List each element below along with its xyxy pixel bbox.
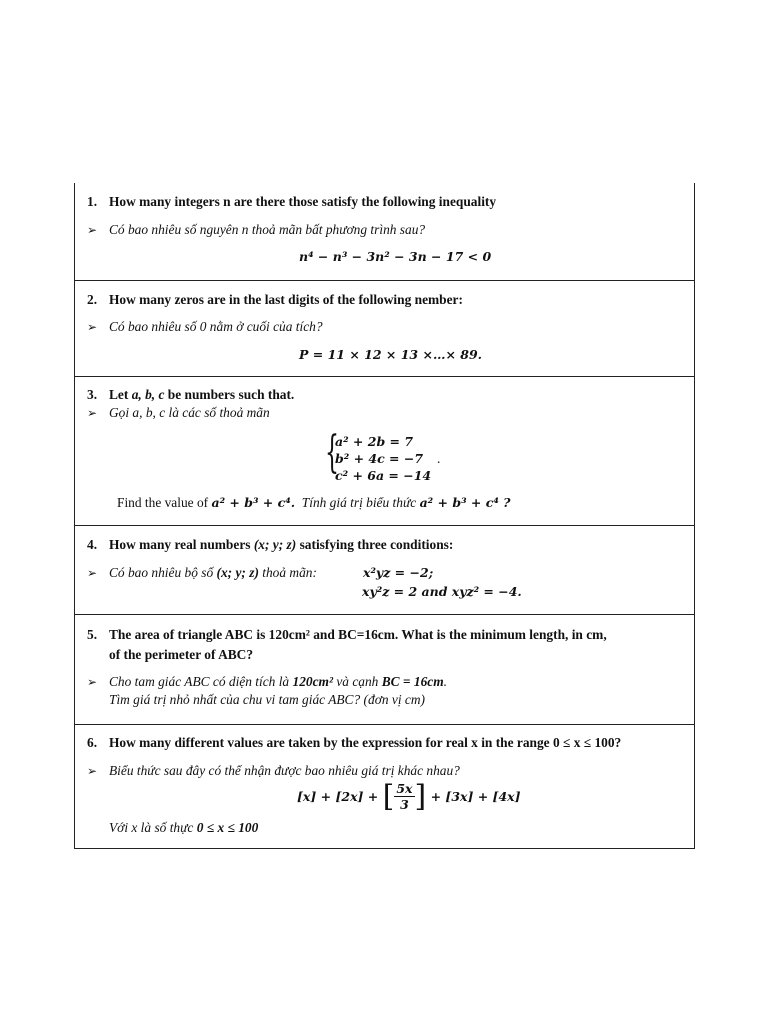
vi-line1-e: . [443, 674, 448, 689]
problem-6-english: How many different values are taken by the expression for real x in the range 0 ≤ x ≤ 100? [109, 735, 622, 750]
system-equation-3: c² + 6a = −14 [335, 468, 432, 483]
system-equation-1: a² + 2b = 7 [335, 434, 414, 449]
problem-2-vi-text: Có bao nhiêu số 0 nằm ở cuối của tích? [109, 319, 323, 334]
problem-3-number: 3. [87, 387, 98, 402]
problem-6-footer [109, 819, 258, 837]
problem-1-english: How many integers n are there those satisfy the following inequality [109, 194, 497, 209]
floor-expression [297, 778, 521, 814]
expr-part-b: + [3x] + [4x] [430, 789, 521, 804]
problem-4-question [87, 535, 453, 555]
vi-line1-c: và cạnh [336, 674, 379, 689]
problem-6-question [87, 733, 621, 753]
problem-5-en-line1: The area of triangle ABC is 120cm² and BC=16cm. What is the minimum length, in cm, [109, 627, 607, 642]
problem-5-vietnamese-cont [109, 691, 425, 709]
problem-1-box [74, 183, 695, 281]
problem-2-vietnamese [87, 318, 323, 336]
arrow-bullet-icon: ➢ [87, 764, 98, 778]
problem-5-question [87, 625, 607, 645]
problem-3-en-vars: a, b, c [131, 387, 165, 402]
vi-footer-a: Với x là số thực [109, 820, 194, 835]
problem-3-en-suffix: be numbers such that. [167, 387, 295, 402]
problem-1-inequality: n⁴ − n³ − 3n² − 3n − 17 < 0 [299, 249, 492, 264]
vi-line1-d: BC = 16cm [381, 674, 444, 689]
system-brace: { [325, 427, 339, 478]
problem-1-number: 1. [87, 194, 98, 209]
vi-line2: Tìm giá trị nhỏ nhất của chu vi tam giác ABC? (đơn vị cm) [109, 692, 425, 707]
find-vietnamese: Tính giá trị biểu thức [301, 495, 417, 510]
find-expression-vi: a² + b³ + c⁴ ? [419, 495, 511, 510]
problem-3-vietnamese [87, 404, 270, 422]
right-bracket-icon: ] [414, 778, 427, 814]
problem-3-question [87, 385, 294, 405]
problem-3-find [117, 495, 510, 511]
problem-6-vietnamese [87, 762, 460, 780]
problem-3-vi-text: Gọi a, b, c là các số thoả mãn [109, 405, 270, 420]
condition-2: xy²z = 2 and xyz² = −4. [362, 584, 522, 599]
problem-5-vietnamese [87, 673, 447, 691]
problem-2-english: How many zeros are in the last digits of the following nember: [109, 292, 463, 307]
problem-2-number: 2. [87, 292, 98, 307]
arrow-bullet-icon: ➢ [87, 223, 98, 237]
problem-5-box [74, 615, 695, 724]
fraction [394, 781, 414, 812]
system-equation-2: b² + 4c = −7 [335, 451, 424, 466]
vi-line1-b: 120cm² [292, 674, 333, 689]
arrow-bullet-icon: ➢ [87, 320, 98, 334]
problem-1-question [87, 192, 496, 212]
problem-4-en-prefix: How many real numbers [109, 537, 251, 552]
find-english: Find the value of [117, 495, 209, 510]
problem-4-box [74, 526, 695, 615]
problem-5-question-cont [109, 645, 253, 665]
problem-1-vietnamese [87, 221, 425, 239]
arrow-bullet-icon: ➢ [87, 675, 98, 689]
problem-6-vi-text: Biểu thức sau đây có thể nhận được bao nhiêu giá trị khác nhau? [109, 763, 460, 778]
problem-5-en-line2: of the perimeter of ABC? [109, 647, 254, 662]
problem-sheet [74, 183, 695, 849]
vi-line1-a: Cho tam giác ABC có diện tích là [109, 674, 290, 689]
problem-6-box [74, 724, 695, 849]
fraction-denominator: 3 [400, 797, 409, 812]
problem-2-product: P = 11 × 12 × 13 ×…× 89. [299, 347, 483, 362]
expr-part-a: [x] + [2x] + [297, 789, 379, 804]
problem-4-vi-prefix: Có bao nhiêu bộ số [109, 565, 214, 580]
problem-2-question [87, 290, 463, 310]
problem-3-en-prefix: Let [109, 387, 129, 402]
problem-4-en-vars: (x; y; z) [253, 537, 297, 552]
vi-footer-b: 0 ≤ x ≤ 100 [196, 820, 259, 835]
fraction-numerator: 5x [396, 781, 413, 796]
left-bracket-icon: [ [382, 778, 395, 814]
arrow-bullet-icon: ➢ [87, 566, 98, 580]
problem-2-box [74, 281, 695, 377]
problem-1-vi-text: Có bao nhiêu số nguyên n thoả mãn bất phương trình sau? [109, 222, 426, 237]
problem-4-vietnamese [87, 564, 317, 582]
problem-6-number: 6. [87, 735, 98, 750]
problem-4-number: 4. [87, 537, 98, 552]
problem-4-vi-suffix: thoả mãn: [262, 565, 317, 580]
problem-4-vi-vars: (x; y; z) [216, 565, 259, 580]
problem-4-en-suffix: satisfying three conditions: [299, 537, 454, 552]
condition-1: x²yz = −2; [363, 565, 434, 580]
find-expression: a² + b³ + c⁴. [211, 495, 296, 510]
arrow-bullet-icon: ➢ [87, 406, 98, 420]
problem-5-number: 5. [87, 627, 98, 642]
problem-3-box [74, 377, 695, 526]
system-dot: . [437, 451, 441, 466]
